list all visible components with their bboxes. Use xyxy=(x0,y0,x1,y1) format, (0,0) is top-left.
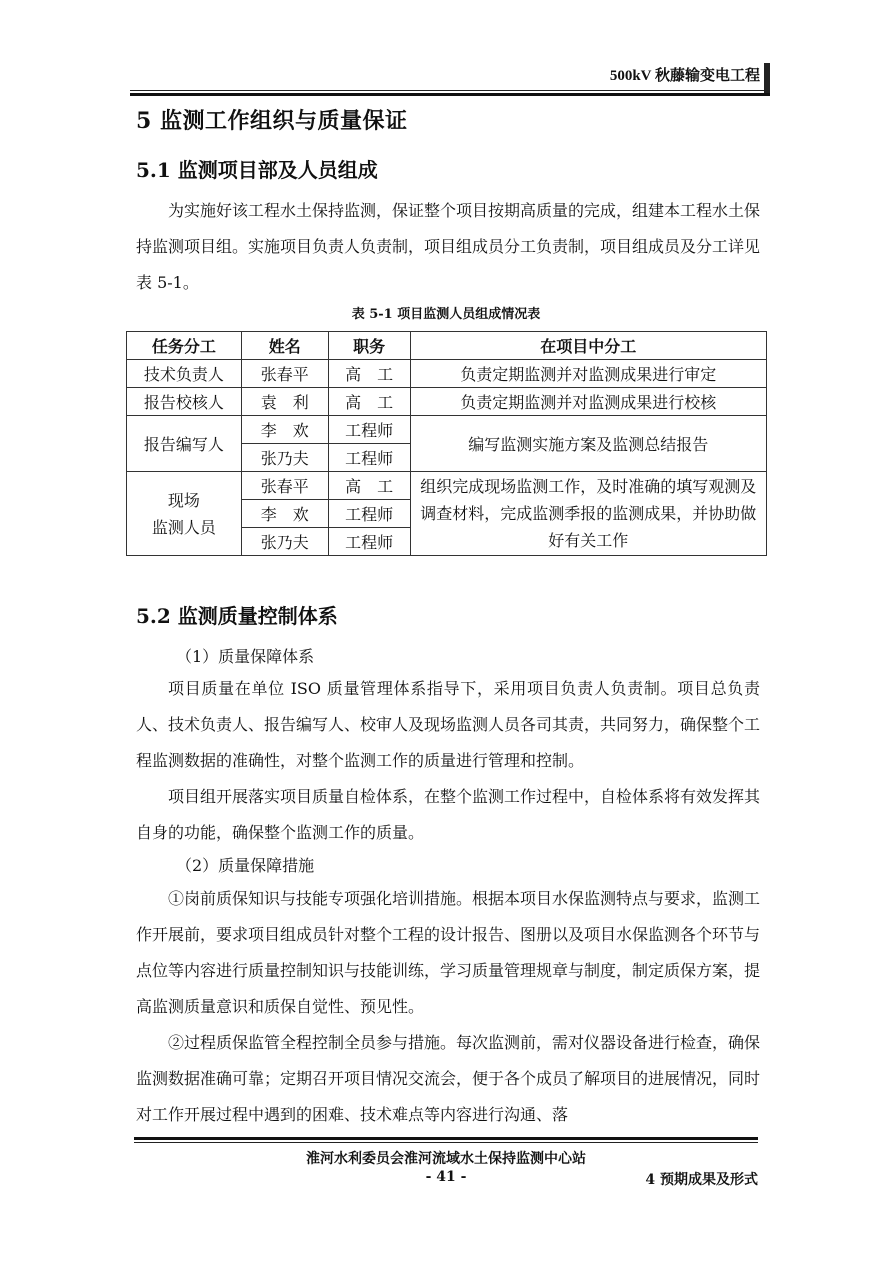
footer-chapter: 4 预期成果及形式 xyxy=(645,1172,758,1188)
duty-cell: 编写监测实施方案及监测总结报告 xyxy=(410,416,766,472)
header-rule-thick xyxy=(130,93,770,96)
footer-rule-thick xyxy=(134,1137,758,1140)
paragraph-quality-system: 项目质量在单位 ISO 质量管理体系指导下，采用项目负责人负责制。项目总负责人、技术负责人、报告编写人、校审人及现场监测人员各司其责，共同努力，确保整个工程监测数据的准确性，对整个监测工作的质量进行管理和控制。 xyxy=(136,679,761,770)
name-cell: 张春平 xyxy=(241,472,328,500)
duty-cell: 负责定期监测并对监测成果进行审定 xyxy=(410,360,766,388)
header-cell-name: 姓名 xyxy=(241,332,328,360)
staff-table xyxy=(126,331,767,556)
name-cell: 张春平 xyxy=(241,360,328,388)
title-cell: 工程师 xyxy=(328,444,410,472)
paragraph-training-measure: ①岗前质保知识与技能专项强化培训措施。根据本项目水保监测特点与要求，监测工作开展前，要求项目组成员针对整个工程的设计报告、图册以及项目水保监测各个环节与点位等内容进行质量控制知识与技能训练，学习质量管理规章与制度，制定质保方案，提高监测质量意识和质保自觉性、预见性。 xyxy=(136,889,761,1016)
header-cell-role: 任务分工 xyxy=(127,332,242,360)
page-number: - 41 - xyxy=(425,1169,467,1185)
table-row xyxy=(127,416,767,444)
duty-cell: 负责定期监测并对监测成果进行校核 xyxy=(410,388,766,416)
paragraph-self-check: 项目组开展落实项目质量自检体系，在整个监测工作过程中，自检体系将有效发挥其自身的功能，确保整个监测工作的质量。 xyxy=(136,787,761,842)
table-header-row xyxy=(127,332,767,360)
header-cell-duty: 在项目中分工 xyxy=(410,332,766,360)
section-5-1-heading: 5.1 监测项目部及人员组成 xyxy=(136,158,378,182)
name-cell: 李 欢 xyxy=(241,500,328,528)
role-cell: 报告编写人 xyxy=(127,416,242,472)
footer-organization: 淮河水利委员会淮河流域水土保持监测中心站 xyxy=(306,1151,586,1167)
title-cell: 高 工 xyxy=(328,472,410,500)
title-cell: 工程师 xyxy=(328,416,410,444)
role-cell xyxy=(127,472,242,556)
title-cell: 高 工 xyxy=(328,388,410,416)
header-title: 500kV 秋藤输变电工程 xyxy=(609,68,760,84)
role-line-2: 监测人员 xyxy=(151,517,216,537)
role-cell: 报告校核人 xyxy=(127,388,242,416)
header-cell-title: 职务 xyxy=(328,332,410,360)
table-row xyxy=(127,360,767,388)
header-bar xyxy=(764,63,770,96)
table-caption: 表 5-1 项目监测人员组成情况表 xyxy=(351,307,541,322)
subheading-quality-measures: （2）质量保障措施 xyxy=(176,856,315,875)
name-cell: 张乃夫 xyxy=(241,444,328,472)
section-5-2-heading: 5.2 监测质量控制体系 xyxy=(136,604,338,628)
name-cell: 李 欢 xyxy=(241,416,328,444)
title-cell: 高 工 xyxy=(328,360,410,388)
role-cell: 技术负责人 xyxy=(127,360,242,388)
title-cell: 工程师 xyxy=(328,528,410,556)
duty-cell: 组织完成现场监测工作，及时准确的填写观测及调查材料，完成监测季报的监测成果，并协助做好有关工作 xyxy=(410,472,766,556)
table-row xyxy=(127,472,767,500)
table-row xyxy=(127,388,767,416)
title-cell: 工程师 xyxy=(328,500,410,528)
section-5-1-paragraph: 为实施好该工程水土保持监测，保证整个项目按期高质量的完成，组建本工程水土保持监测项目组。实施项目负责人负责制，项目组成员分工负责制，项目组成员及分工详见表 5-1。 xyxy=(136,201,761,292)
subheading-quality-system: （1）质量保障体系 xyxy=(176,647,315,666)
chapter-heading: 5 监测工作组织与质量保证 xyxy=(136,108,408,134)
paragraph-process-measure: ②过程质保监管全程控制全员参与措施。每次监测前，需对仪器设备进行检查，确保监测数据准确可靠；定期召开项目情况交流会，便于各个成员了解项目的进展情况，同时对工作开展过程中遇到的困难、技术难点等内容进行沟通、落 xyxy=(136,1033,761,1124)
footer-rule xyxy=(134,1142,758,1143)
header-rule xyxy=(130,90,770,91)
name-cell: 袁 利 xyxy=(241,388,328,416)
name-cell: 张乃夫 xyxy=(241,528,328,556)
role-line-1: 现场 xyxy=(167,490,200,510)
